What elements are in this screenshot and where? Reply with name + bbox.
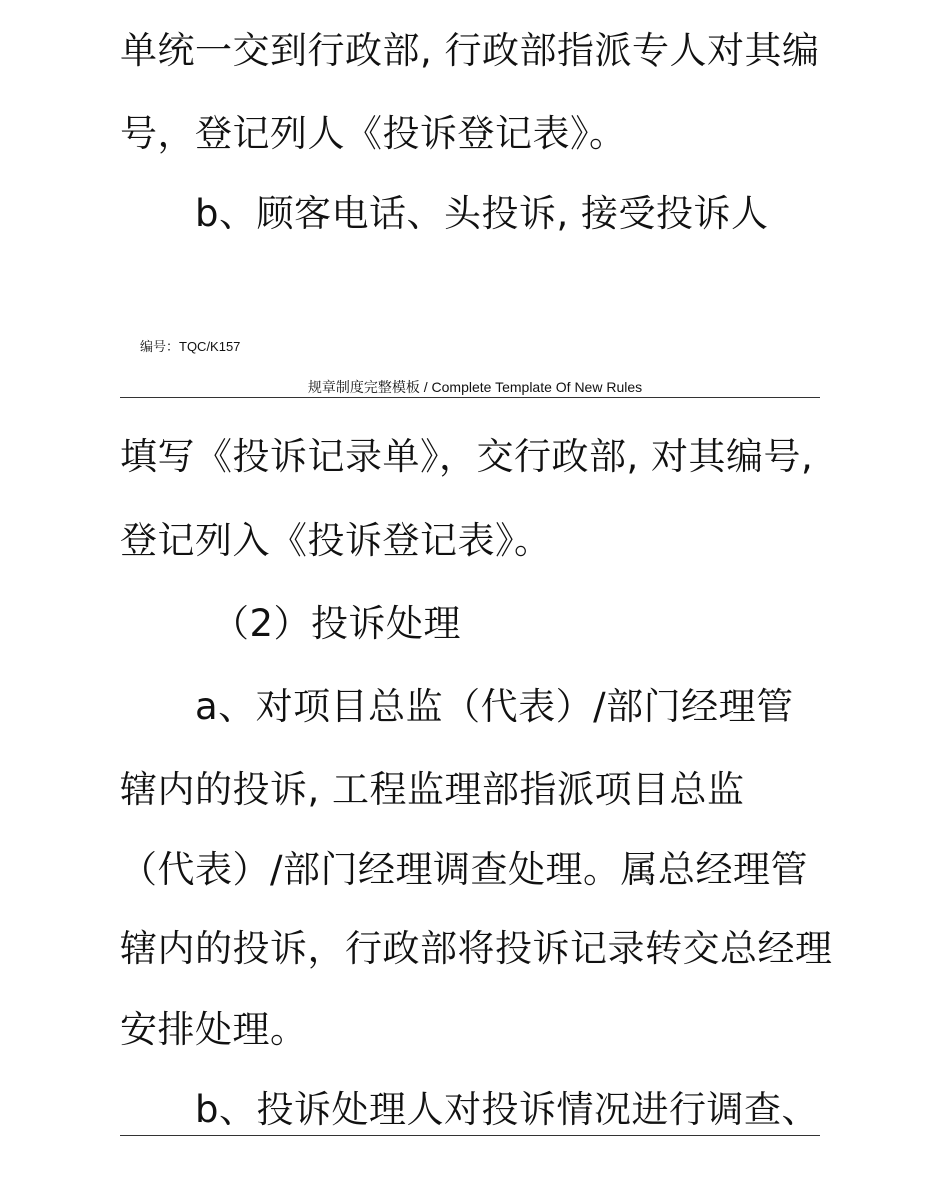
body-line-4: a、对项目总监（代表）/部门经理管 <box>195 685 794 728</box>
document-header-title: 规章制度完整模板 / Complete Template Of New Rules <box>307 379 643 395</box>
body-line-9: b、投诉处理人对投诉情况进行调查、 <box>195 1088 819 1131</box>
body-line-7: 辖内的投诉，行政部将投诉记录转交总经理 <box>120 927 833 970</box>
footer-divider <box>120 1135 820 1136</box>
body-line-6: （代表）/部门经理调查处理。属总经理管 <box>120 848 808 891</box>
paragraph-line-3: b、顾客电话、头投诉, 接受投诉人 <box>195 192 769 235</box>
section-heading: （2）投诉处理 <box>212 602 462 645</box>
body-line-5: 辖内的投诉, 工程监理部指派项目总监 <box>120 768 745 811</box>
paragraph-line-1: 单统一交到行政部, 行政部指派专人对其编 <box>120 29 820 72</box>
paragraph-line-2: 号，登记列人《投诉登记表》。 <box>120 112 627 155</box>
body-line-2: 登记列入《投诉登记表》。 <box>120 519 552 562</box>
header-divider <box>120 397 820 398</box>
body-line-1: 填写《投诉记录单》，交行政部, 对其编号, <box>120 435 814 478</box>
body-line-8: 安排处理。 <box>120 1008 308 1051</box>
document-code: 编号：TQC/K157 <box>140 339 241 354</box>
